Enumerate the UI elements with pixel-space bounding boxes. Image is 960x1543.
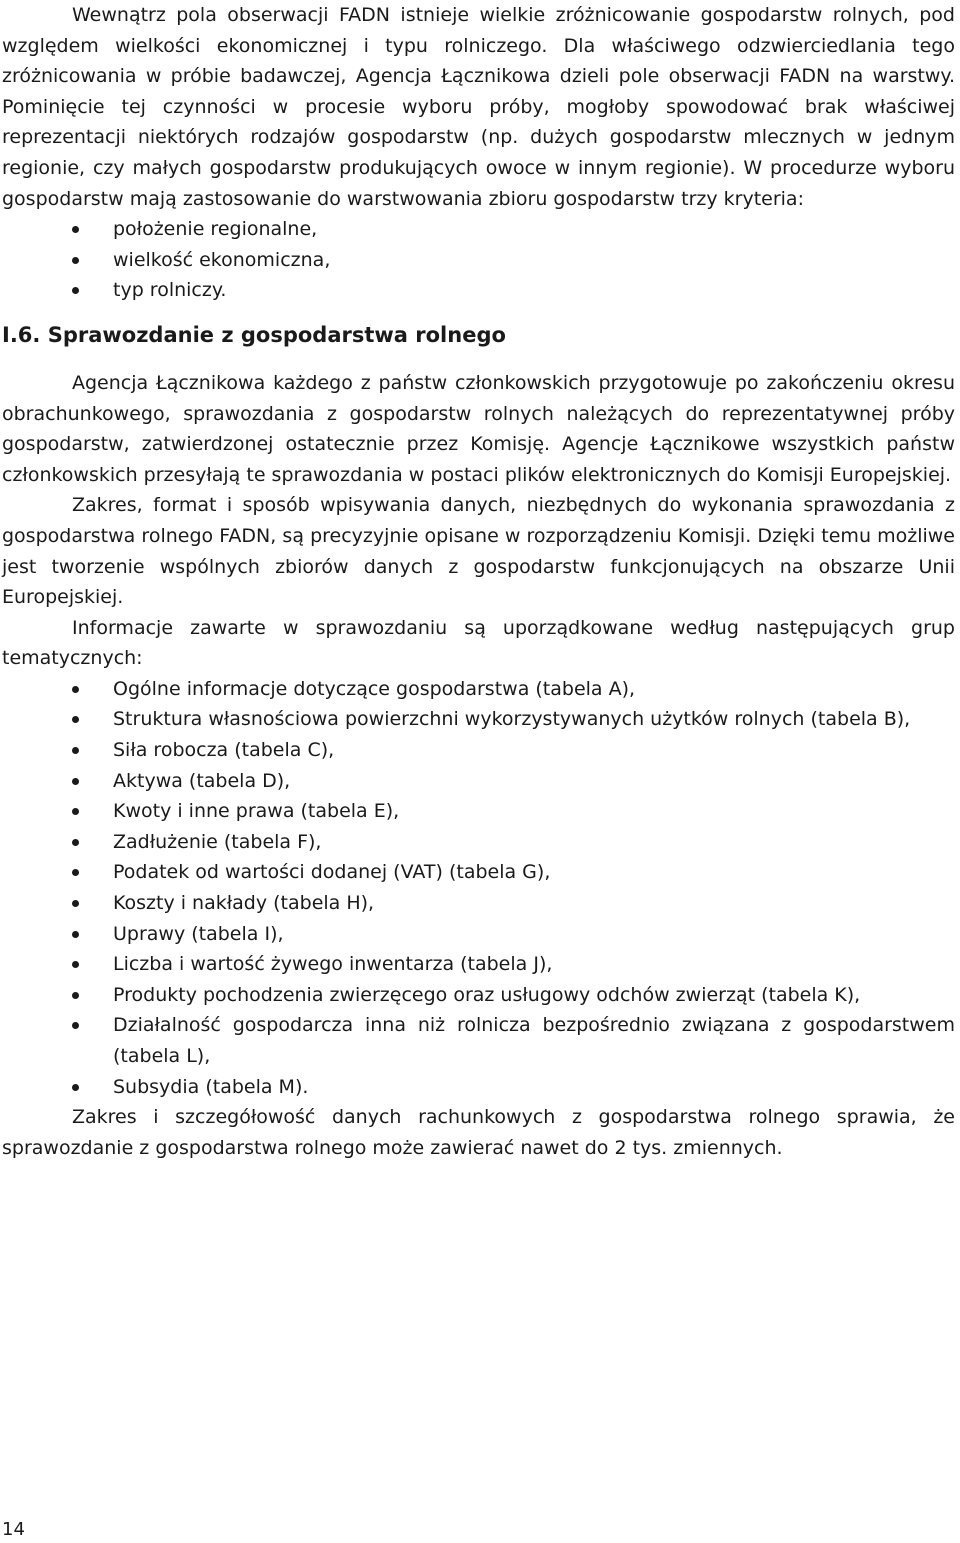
list-item-text: Kwoty i inne prawa (tabela E),: [113, 800, 400, 823]
section-paragraph-1: Agencja Łącznikowa każdego z państw członkowskich przygotowuje po zakończeniu okresu obrachunkowego, sprawozdania z gospodarstw rolnych należących do reprezentatywnej próby gospodarstw, zatwierdzonej ostatecznie przez Komisję. Agencje Łącznikowe wszystkich państw członkowskich przesyłają te sprawozdania w postaci plików elektronicznych do Komisji Europejskiej.: [2, 371, 955, 486]
bullet-icon: [72, 287, 79, 294]
page-number: 14: [2, 1519, 25, 1540]
list-item: [2, 1072, 955, 1103]
bullet-icon: [72, 257, 79, 264]
bullet-icon: [72, 900, 79, 907]
list-item: [2, 245, 955, 276]
list-item-text: Ogólne informacje dotyczące gospodarstwa (tabela A),: [113, 677, 636, 700]
bullet-icon: [72, 226, 79, 233]
list-item-text: Siła robocza (tabela C),: [113, 739, 335, 762]
list-item: [2, 674, 955, 705]
list-item-text: Subsydia (tabela M).: [113, 1075, 309, 1098]
list-item: [2, 704, 955, 735]
list-item-text: Produkty pochodzenia zwierzęcego oraz usługowy odchów zwierząt (tabela K),: [113, 983, 861, 1006]
list-item: [2, 766, 955, 797]
thematic-groups-list: [2, 674, 955, 1102]
bullet-icon: [72, 808, 79, 815]
list-item: [2, 888, 955, 919]
intro-paragraph: Wewnątrz pola obserwacji FADN istnieje wielkie zróżnicowanie gospodarstw rolnych, pod względem wielkości ekonomicznej i typu rolniczego. Dla właściwego odzwierciedlania tego zróżnicowania w próbie badawczej, Agencja Łącznikowa dzieli pole obserwacji FADN na warstwy. Pominięcie tej czynności w procesie wyboru próby, mogłoby spowodować brak właściwej reprezentacji niektórych rodzajów gospodarstw (np. dużych gospodarstw mlecznych w jednym regionie, czy małych gospodarstw produkujących owoce w innym regionie). W procedurze wyboru gospodarstw mają zastosowanie do warstwowania zbioru gospodarstw trzy kryteria:: [2, 4, 955, 210]
list-item: [2, 857, 955, 888]
bullet-icon: [72, 931, 79, 938]
section-paragraph-4: Zakres i szczegółowość danych rachunkowych z gospodarstwa rolnego sprawia, że sprawozdanie z gospodarstwa rolnego może zawierać nawet do 2 tys. zmiennych.: [2, 1106, 955, 1159]
list-item-text: Struktura własnościowa powierzchni wykorzystywanych użytków rolnych (tabela B),: [113, 708, 911, 731]
list-item-text: Uprawy (tabela I),: [113, 922, 284, 945]
heading-spacer: [2, 350, 955, 368]
list-item: [2, 949, 955, 980]
section-paragraph-2: Zakres, format i sposób wpisywania danych, niezbędnych do wykonania sprawozdania z gospodarstwa rolnego FADN, są precyzyjnie opisane w rozporządzeniu Komisji. Dzięki temu możliwe jest tworzenie wspólnych zbiorów danych z gospodarstw funkcjonujących na obszarze Unii Europejskiej.: [2, 494, 955, 609]
bullet-icon: [72, 1084, 79, 1091]
list-item: [2, 1010, 955, 1071]
list-item-text: wielkość ekonomiczna,: [113, 248, 331, 271]
list-item-text: Działalność gospodarcza inna niż rolnicza bezpośrednio związana z gospodarstwem (tabela L),: [113, 1014, 955, 1067]
bullet-icon: [72, 747, 79, 754]
bullet-icon: [72, 961, 79, 968]
list-item: [2, 735, 955, 766]
list-item: [2, 919, 955, 950]
section-paragraph-3: Informacje zawarte w sprawozdaniu są uporządkowane według następujących grup tematycznych:: [2, 616, 955, 670]
bullet-icon: [72, 1022, 79, 1029]
list-item-text: typ rolniczy.: [113, 279, 227, 302]
criteria-list: [2, 214, 955, 306]
bullet-icon: [72, 839, 79, 846]
list-item-text: Aktywa (tabela D),: [113, 769, 291, 792]
bullet-icon: [72, 869, 79, 876]
bullet-icon: [72, 716, 79, 723]
bullet-icon: [72, 992, 79, 999]
list-item-text: Zadłużenie (tabela F),: [113, 830, 322, 853]
page-content: [2, 0, 955, 1163]
list-item: [2, 796, 955, 827]
list-item-text: położenie regionalne,: [113, 218, 318, 241]
list-item-text: Koszty i nakłady (tabela H),: [113, 892, 375, 915]
list-item: [2, 980, 955, 1011]
bullet-icon: [72, 686, 79, 693]
list-item-text: Podatek od wartości dodanej (VAT) (tabela G),: [113, 861, 551, 884]
list-item: [2, 827, 955, 858]
section-heading: I.6. Sprawozdanie z gospodarstwa rolnego: [2, 322, 506, 347]
list-item: [2, 275, 955, 306]
list-item-text: Liczba i wartość żywego inwentarza (tabela J),: [113, 953, 553, 976]
bullet-icon: [72, 778, 79, 785]
list-item: [2, 214, 955, 245]
